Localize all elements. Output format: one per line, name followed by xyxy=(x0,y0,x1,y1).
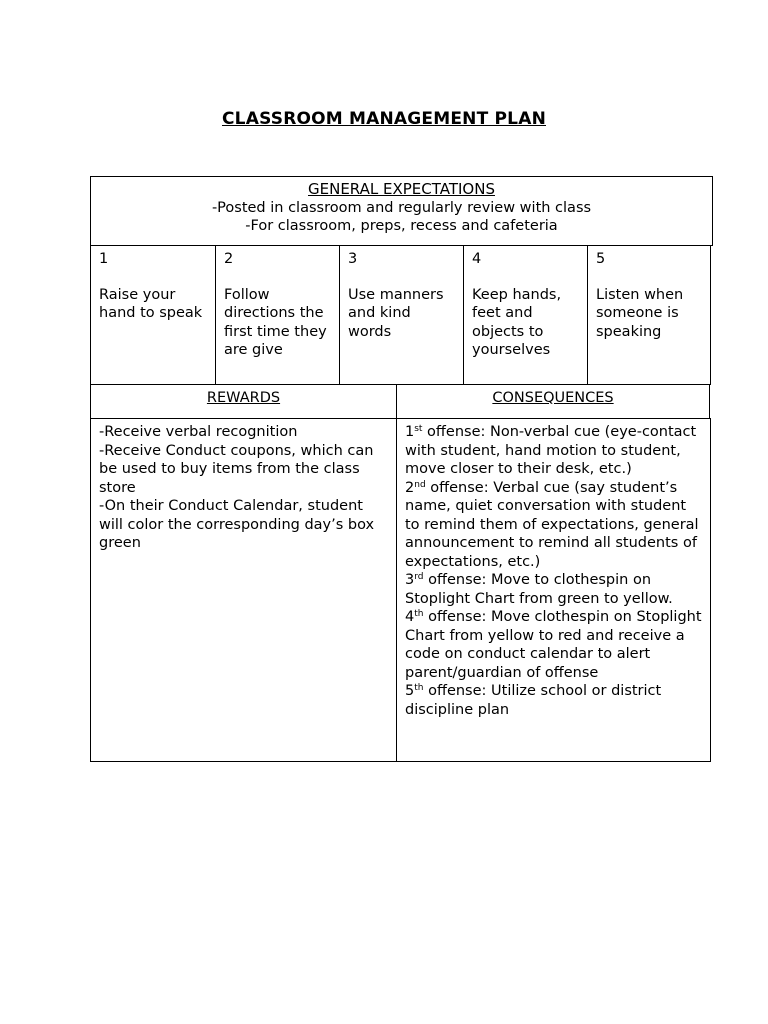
consequence-item: 3rd offense: Move to clothespin on Stoplight Chart from green to yellow. xyxy=(405,572,673,607)
consequence-item: 5th offense: Utilize school or district discipline plan xyxy=(405,683,662,718)
general-expectations-box xyxy=(90,176,713,246)
consequence-item: 1st offense: Non-verbal cue (eye-contact with student, hand motion to student, move closer to their desk, etc.) xyxy=(405,424,697,477)
rule-text: Keep hands, feet and objects to yourselves xyxy=(472,286,562,358)
rule-number: 4 xyxy=(472,251,482,267)
rule-number: 2 xyxy=(224,251,234,267)
rule-number: 1 xyxy=(99,251,109,267)
rule-cell-2 xyxy=(215,245,340,385)
rule-cell-4 xyxy=(463,245,588,385)
rewards-list xyxy=(90,418,397,762)
rewards-heading: REWARDS xyxy=(90,384,397,419)
expectations-line-2: -For classroom, preps, recess and cafeteria xyxy=(245,218,558,234)
expectations-line-1: -Posted in classroom and regularly review with class xyxy=(211,199,592,216)
consequences-list xyxy=(396,418,711,762)
reward-item: -Receive Conduct coupons, which can be used to buy items from the class store xyxy=(99,442,374,496)
reward-item: -On their Conduct Calendar, student will color the corresponding day’s box green xyxy=(99,498,375,551)
consequences-heading: CONSEQUENCES xyxy=(396,384,710,419)
rule-text: Follow directions the first time they are give xyxy=(224,286,327,358)
expectations-heading: GENERAL EXPECTATIONS xyxy=(308,180,495,198)
rule-cell-3 xyxy=(339,245,464,385)
consequence-item: 4th offense: Move clothespin on Stoplight Chart from yellow to red and receive a code on conduct calendar to alert parent/guardian of offense xyxy=(405,609,702,681)
page-title: CLASSROOM MANAGEMENT PLAN xyxy=(222,109,546,129)
rule-text: Use manners and kind words xyxy=(348,286,444,340)
rule-number: 3 xyxy=(348,251,358,267)
rule-number: 5 xyxy=(596,251,606,267)
rule-cell-5 xyxy=(587,245,711,385)
reward-item: -Receive verbal recognition xyxy=(99,424,298,440)
consequence-item: 2nd offense: Verbal cue (say student’s name, quiet conversation with student to remind them of expectations, general announcement to remind all students of expectations, etc.) xyxy=(405,479,699,570)
rule-text: Raise your hand to speak xyxy=(99,286,203,321)
rule-cell-1 xyxy=(90,245,216,385)
rule-text: Listen when someone is speaking xyxy=(596,286,684,340)
